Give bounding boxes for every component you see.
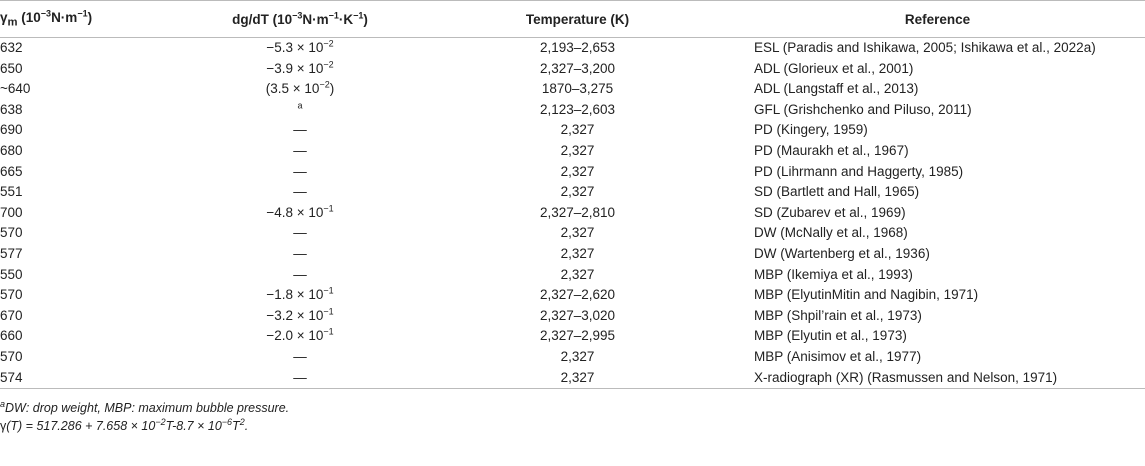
gamma-symbol: γ (0, 9, 8, 25)
note-marker: a (0, 398, 6, 409)
table-row (0, 79, 1145, 100)
cell-dgdt (175, 265, 425, 286)
dgdt-mantissa: — (293, 225, 307, 241)
cell-gamma: 570 (0, 287, 23, 303)
cell-reference: MBP (Ikemiya et al., 1993) (754, 266, 913, 282)
dgdt-mantissa: — (293, 142, 307, 158)
table-row (0, 141, 1145, 162)
cell-temperature: 2,327–2,620 (539, 287, 616, 303)
cell-reference: PD (Lihrmann and Haggerty, 1985) (754, 163, 964, 179)
dgdt-mid: N·m (302, 11, 329, 27)
dgdt-exponent: −2 (323, 38, 334, 49)
dgdt-mid2: ·K (338, 11, 354, 27)
cell-dgdt (175, 38, 425, 59)
note2-a: (T) = 517.286 + 7.658 × 10 (6, 419, 156, 434)
dgdt-mantissa: −3.2 × 10 (266, 307, 324, 323)
table-row (0, 326, 1145, 347)
cell-gamma: 577 (0, 245, 23, 261)
dgdt-mantissa: −4.8 × 10 (266, 204, 324, 220)
table-row (0, 223, 1145, 244)
cell-gamma: 632 (0, 40, 23, 55)
table-row (0, 306, 1145, 327)
cell-reference: MBP (ElyutinMitin and Nagibin, 1971) (754, 287, 979, 303)
note-abbreviations (0, 399, 1145, 417)
header-row (0, 1, 1145, 38)
gamma-unit-exp2: −1 (77, 8, 88, 19)
cell-dgdt (175, 223, 425, 244)
cell-reference: SD (Zubarev et al., 1969) (754, 204, 906, 220)
cell-gamma: 574 (0, 368, 175, 389)
cell-gamma: 570 (0, 348, 23, 364)
cell-reference: DW (McNally et al., 1968) (754, 225, 908, 241)
dgdt-mantissa: — (293, 369, 307, 385)
note2-lead: γ (0, 419, 7, 434)
cell-gamma: ~640 (0, 81, 31, 97)
cell-temperature: 2,327–3,200 (539, 60, 616, 76)
cell-temperature: 2,327 (560, 184, 595, 200)
cell-temperature: 2,327 (560, 225, 595, 241)
dgdt-exponent: −1 (323, 326, 334, 337)
cell-dgdt (175, 347, 425, 368)
header-gamma (0, 1, 175, 38)
gamma-unit-mid: N·m (51, 9, 78, 25)
cell-gamma: 690 (0, 122, 23, 138)
gamma-unit-exp: −3 (40, 8, 52, 19)
cell-dgdt (175, 368, 425, 389)
cell-temperature: 2,327 (425, 368, 730, 389)
dgdt-mantissa: — (293, 163, 307, 179)
dgdt-exponent: −2 (319, 79, 330, 90)
header-dgdt (175, 1, 425, 38)
dgdt-mantissa: — (293, 184, 307, 200)
cell-reference: MBP (Shpil’rain et al., 1973) (754, 307, 922, 323)
table-row (0, 203, 1145, 224)
table-row (0, 120, 1145, 141)
cell-dgdt (175, 244, 425, 265)
cell-temperature: 2,327–2,995 (539, 328, 616, 344)
cell-temperature: 2,327–2,810 (539, 204, 616, 220)
cell-reference: ADL (Glorieux et al., 2001) (754, 60, 914, 76)
dgdt-mantissa: −5.3 × 10 (266, 40, 324, 55)
cell-dgdt (175, 285, 425, 306)
cell-reference: GFL (Grishchenko and Piluso, 2011) (754, 101, 972, 117)
note-equation (0, 417, 1145, 435)
cell-temperature: 2,327 (560, 142, 595, 158)
note2-exp2: −6 (221, 416, 233, 427)
cell-gamma: 551 (0, 184, 23, 200)
cell-gamma: 650 (0, 60, 23, 76)
cell-reference: ESL (Paradis and Ishikawa, 2005; Ishikawa et al., 2022a) (754, 40, 1096, 55)
cell-temperature: 2,193–2,653 (539, 40, 616, 55)
cell-gamma: 638 (0, 101, 23, 117)
cell-reference: SD (Bartlett and Hall, 1965) (754, 184, 920, 200)
dgdt-mantissa: — (293, 266, 307, 282)
cell-dgdt (175, 182, 425, 203)
cell-reference: PD (Maurakh et al., 1967) (754, 142, 909, 158)
dgdt-mantissa: — (293, 122, 307, 138)
table-row (0, 244, 1145, 265)
dgdt-exponent: a (297, 100, 303, 111)
cell-reference: X-radiograph (XR) (Rasmussen and Nelson, 1971) (730, 368, 1145, 389)
cell-reference: MBP (Anisimov et al., 1977) (754, 348, 922, 364)
cell-dgdt (175, 120, 425, 141)
dgdt-mantissa: −3.9 × 10 (266, 60, 324, 76)
header-reference: Reference (730, 1, 1145, 38)
cell-dgdt (175, 162, 425, 183)
dgdt-exp3: −1 (353, 10, 364, 20)
note2-exp3: 2 (239, 416, 245, 427)
cell-temperature: 2,327 (560, 245, 595, 261)
dgdt-exponent: −1 (323, 285, 334, 296)
cell-reference: MBP (Elyutin et al., 1973) (754, 328, 907, 344)
dgdt-exponent: −1 (323, 203, 334, 214)
cell-reference: DW (Wartenberg et al., 1936) (754, 245, 930, 261)
table-row (0, 100, 1145, 121)
table-row (0, 38, 1145, 59)
dgdt-tail: ) (329, 81, 335, 97)
note2-exp1: −2 (155, 416, 166, 427)
cell-dgdt (175, 203, 425, 224)
dgdt-mantissa: −1.8 × 10 (266, 287, 324, 303)
cell-temperature: 2,327 (560, 348, 595, 364)
gamma-unit-pre: (10 (17, 9, 41, 25)
cell-gamma: 670 (0, 307, 23, 323)
dgdt-exponent: −2 (323, 59, 334, 70)
cell-dgdt (175, 59, 425, 80)
note2-d: . (244, 419, 249, 434)
table-row (0, 368, 1145, 389)
cell-dgdt (175, 100, 425, 121)
note1-text: DW: drop weight, MBP: maximum bubble pressure. (5, 401, 290, 416)
table-body (0, 38, 1145, 389)
cell-reference: PD (Kingery, 1959) (754, 122, 868, 138)
dgdt-exp2: −1 (328, 10, 339, 20)
cell-dgdt (175, 79, 425, 100)
cell-gamma: 550 (0, 266, 23, 282)
cell-gamma: 660 (0, 328, 23, 344)
table-row (0, 162, 1145, 183)
table-row (0, 59, 1145, 80)
table-row (0, 285, 1145, 306)
dgdt-mantissa: — (293, 245, 307, 261)
cell-temperature: 2,327 (560, 266, 595, 282)
gamma-unit-post: ) (87, 9, 93, 25)
cell-dgdt (175, 141, 425, 162)
table-row (0, 347, 1145, 368)
cell-gamma: 570 (0, 225, 23, 241)
cell-temperature: 1870–3,275 (541, 81, 614, 97)
dgdt-post: ) (363, 11, 368, 27)
dgdt-mantissa: — (293, 348, 307, 364)
table-notes (0, 389, 1145, 435)
cell-dgdt (175, 306, 425, 327)
header-temperature: Temperature (K) (425, 1, 730, 38)
gamma-sub: m (7, 16, 18, 29)
dgdt-mantissa: −2.0 × 10 (266, 328, 324, 344)
cell-gamma: 680 (0, 142, 23, 158)
dgdt-exponent: −1 (323, 306, 334, 317)
dgdt-exp1: −3 (292, 10, 303, 20)
cell-temperature: 2,327 (560, 163, 595, 179)
note2-b: T-8.7 × 10 (165, 419, 222, 434)
cell-gamma: 665 (0, 163, 23, 179)
table-row (0, 265, 1145, 286)
dgdt-mantissa: (3.5 × 10 (265, 81, 320, 97)
table-row (0, 182, 1145, 203)
note2-c: T (232, 419, 240, 434)
dgdt-pre: dg/dT (10 (232, 11, 293, 27)
cell-temperature: 2,123–2,603 (539, 101, 616, 117)
cell-dgdt (175, 326, 425, 347)
cell-temperature: 2,327 (560, 122, 595, 138)
cell-temperature: 2,327–3,020 (539, 307, 616, 323)
cell-reference: ADL (Langstaff et al., 2013) (754, 81, 919, 97)
cell-gamma: 700 (0, 204, 23, 220)
